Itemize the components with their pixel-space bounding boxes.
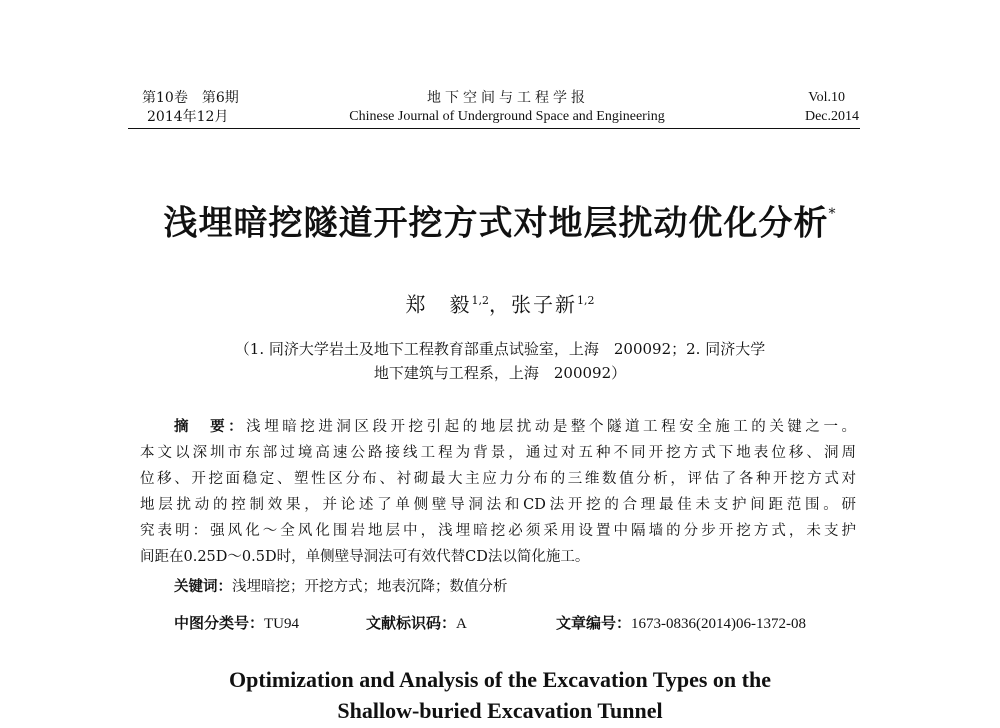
article-number-value: 1673-0836(2014)06-1372-08 xyxy=(631,616,806,632)
volume-en: Vol.10 xyxy=(808,90,845,105)
paper-title-en: Optimization and Analysis of the Excavation Types on the xyxy=(229,667,771,692)
paper-title-cn xyxy=(0,196,1000,245)
document-code-value: A xyxy=(456,616,467,632)
abstract-label: 摘 要： xyxy=(174,419,247,435)
author-name: 张子新 xyxy=(511,292,577,317)
abstract-line: 地层扰动的控制效果，并论述了单侧壁导洞法和CD法开挖的合理最佳未支护间距范围。研 xyxy=(140,497,856,513)
paper-title-en: Shallow-buried Excavation Tunnel xyxy=(337,698,663,723)
journal-name-cn: 地下空间与工程学报 xyxy=(427,90,589,106)
document-code xyxy=(366,613,467,634)
classification-code xyxy=(174,613,299,634)
keywords-label: 关键词： xyxy=(174,579,232,595)
keywords-text: 浅埋暗挖；开挖方式；地表沉降；数值分析 xyxy=(232,579,508,595)
volume-issue-cn: 第10卷 第6期 xyxy=(142,90,239,106)
date-cn: 2014年12月 xyxy=(147,109,229,125)
title-footnote-mark: * xyxy=(828,206,837,222)
author-affiliation-mark: 1,2 xyxy=(577,294,595,307)
article-number-label: 文章编号： xyxy=(556,614,632,632)
header-rule xyxy=(128,128,860,129)
abstract-line: 本文以深圳市东部过境高速公路接线工程为背景，通过对五种不同开挖方式下地表位移、洞周 xyxy=(140,445,856,461)
paper-title-cn-text: 浅埋暗挖隧道开挖方式对地层扰动优化分析 xyxy=(163,203,829,244)
abstract-line xyxy=(174,417,856,437)
classification-value: TU94 xyxy=(264,616,300,632)
author-separator: ， xyxy=(489,292,511,317)
document-code-label: 文献标识码： xyxy=(366,614,457,632)
affiliation-line: （1. 同济大学岩土及地下工程教育部重点试验室，上海 200092；2. 同济大学 xyxy=(234,340,766,358)
affiliation-line: 地下建筑与工程系，上海 200092） xyxy=(373,364,627,382)
article-number xyxy=(556,613,806,634)
classification-label: 中图分类号： xyxy=(174,614,265,632)
author-list xyxy=(0,288,1000,318)
abstract-text: 浅埋暗挖进洞区段开挖引起的地层扰动是整个隧道工程安全施工的关键之一。 xyxy=(246,419,857,435)
abstract-line: 究表明：强风化～全风化围岩地层中，浅埋暗挖必须采用设置中隔墙的分步开挖方式，未支护 xyxy=(140,523,856,539)
author-name: 郑 毅 xyxy=(405,292,472,317)
keywords xyxy=(174,577,508,597)
journal-name-en: Chinese Journal of Underground Space and Engineering xyxy=(349,109,665,124)
author-affiliation-mark: 1,2 xyxy=(471,294,489,307)
abstract-line: 间距在0.25D～0.5D时，单侧壁导洞法可有效代替CD法以简化施工。 xyxy=(140,549,590,565)
date-en: Dec.2014 xyxy=(804,109,859,124)
abstract-line: 位移、开挖面稳定、塑性区分布、衬砌最大主应力分布的三维数值分析，评估了各种开挖方式对 xyxy=(140,471,856,487)
